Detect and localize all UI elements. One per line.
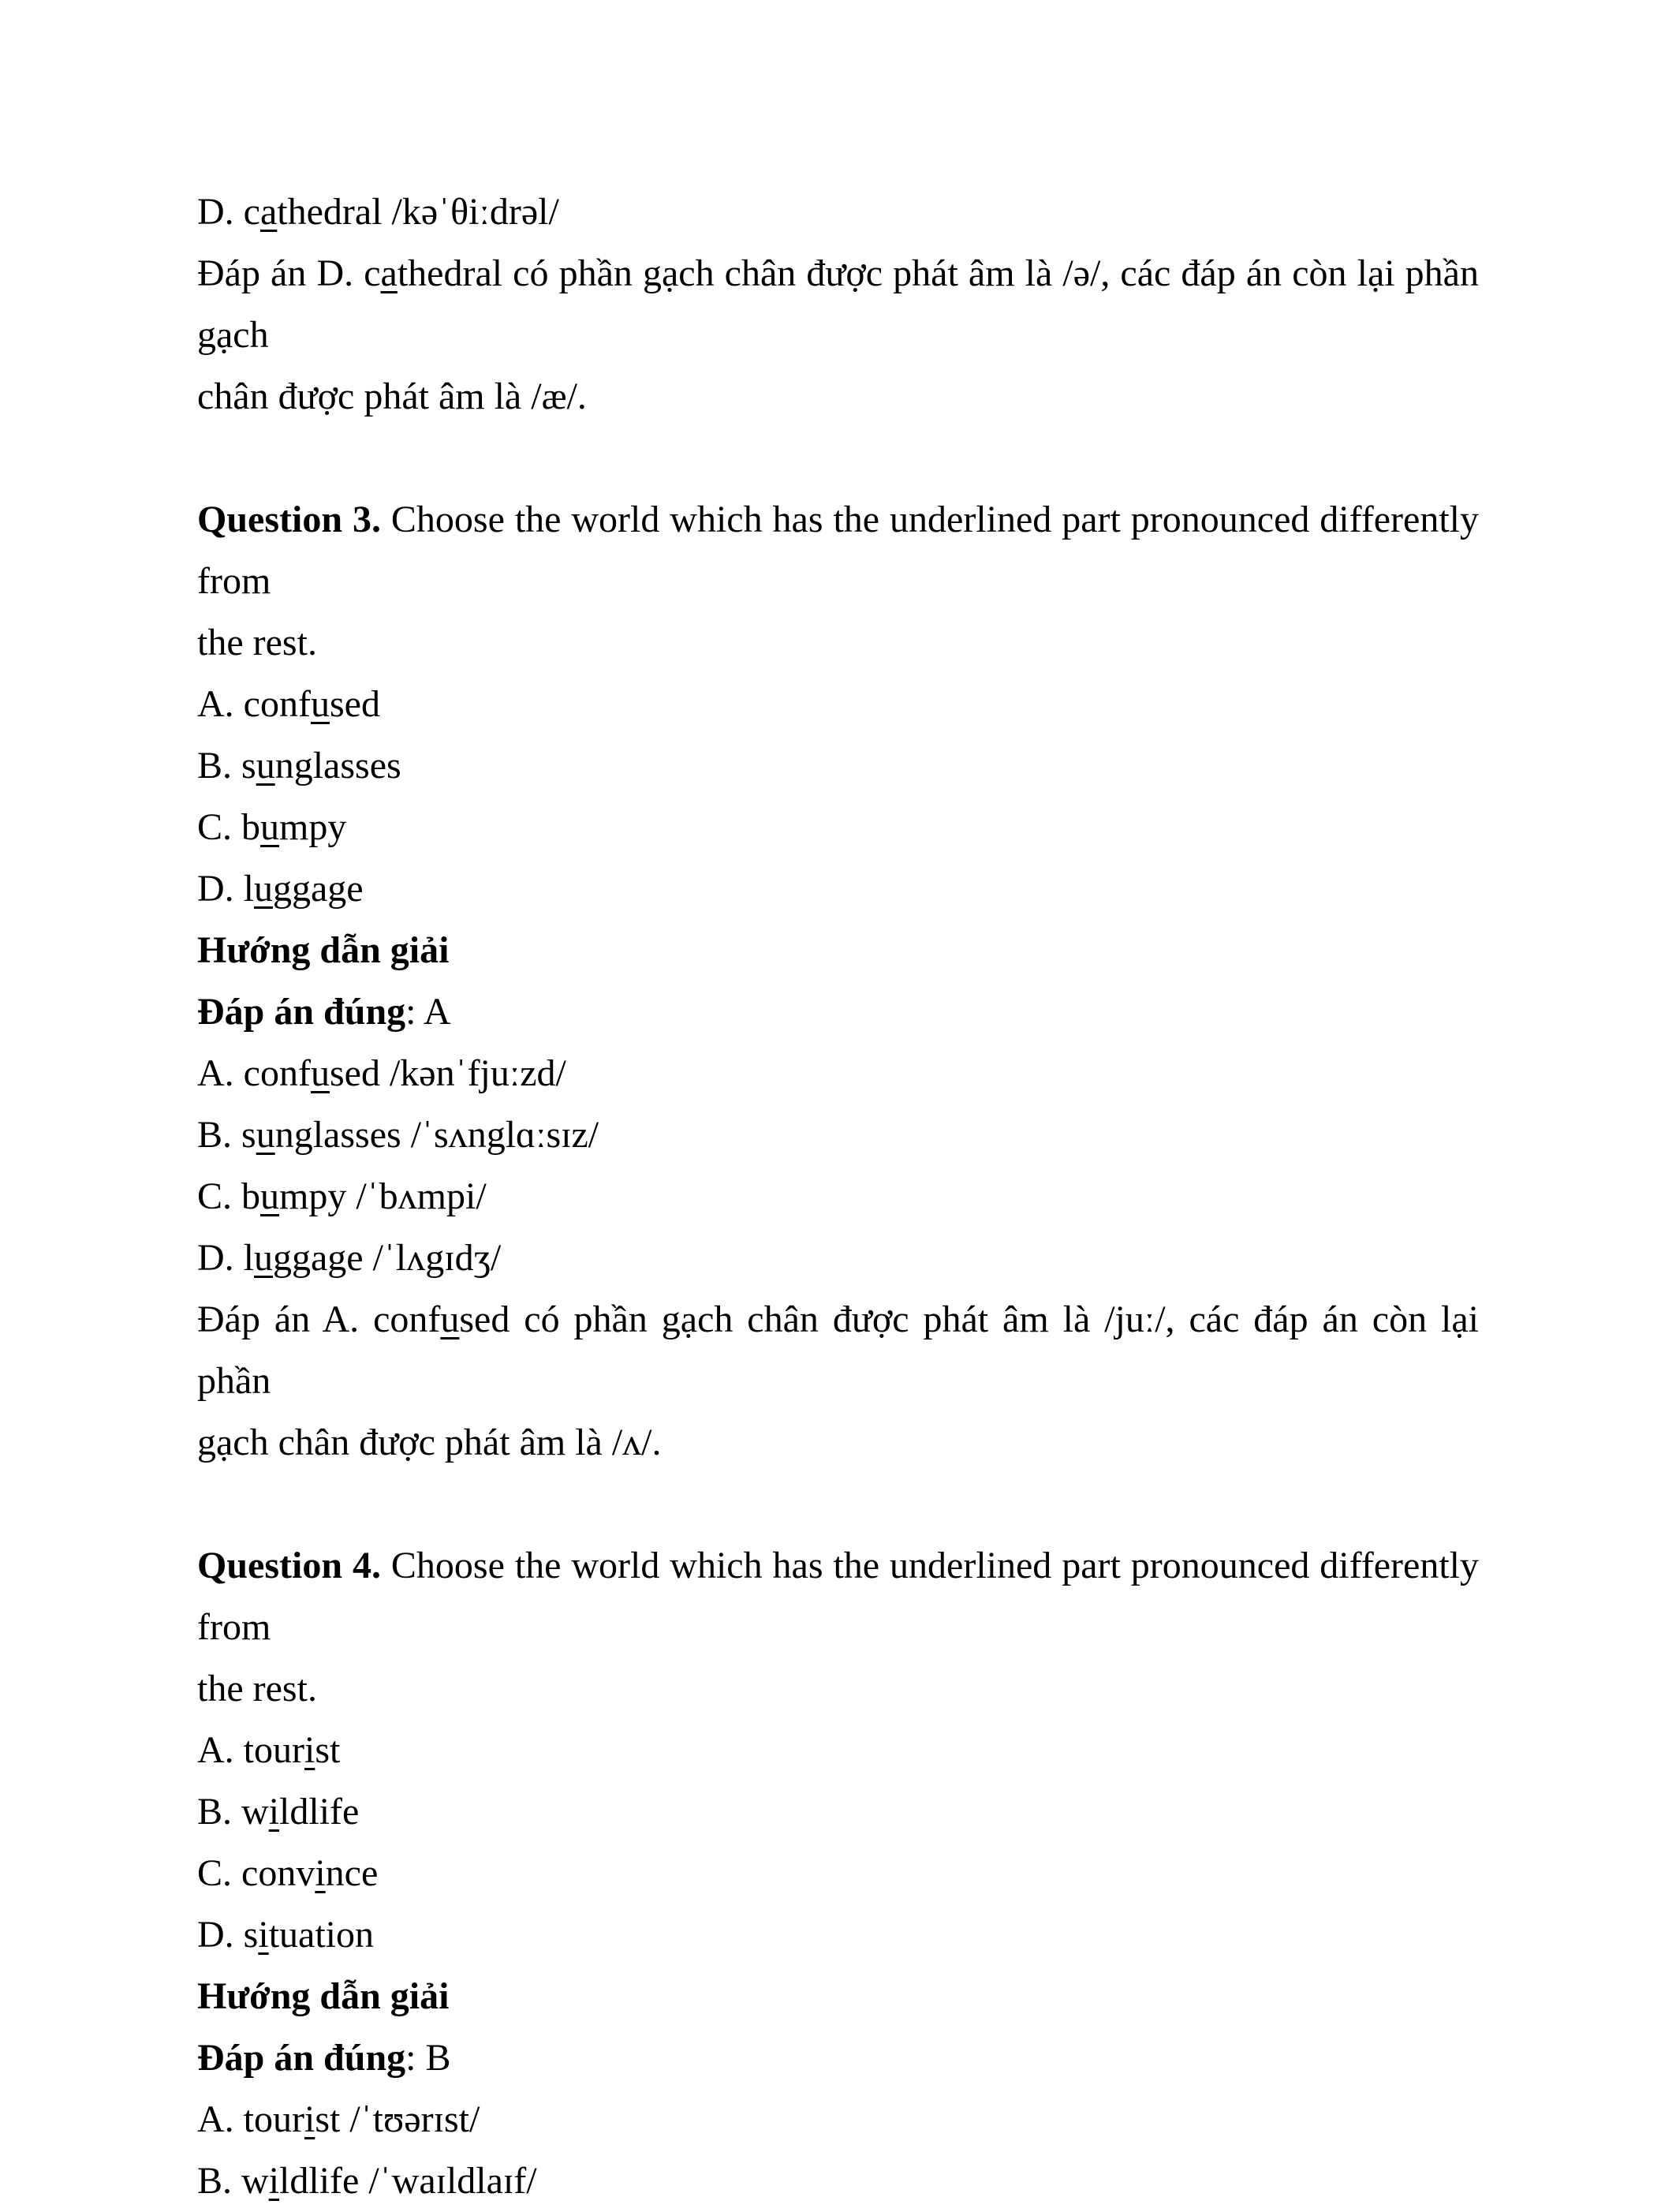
text-segment: ldlife xyxy=(279,1791,360,1833)
bold-text: Đáp án đúng xyxy=(197,991,406,1033)
text-segment: ggage xyxy=(273,868,364,910)
underlined-letter: a xyxy=(380,252,398,294)
text-segment: nglasses /ˈsʌnglɑːsɪz/ xyxy=(274,1114,599,1156)
underlined-letter: u xyxy=(260,806,280,848)
text-segment: the rest. xyxy=(197,622,317,663)
q4-correct-answer xyxy=(197,2027,1479,2089)
question-4-heading xyxy=(197,1535,1489,1658)
text-segment: A. tour xyxy=(197,2098,304,2140)
text-segment: A. conf xyxy=(197,1052,311,1094)
question-3-heading xyxy=(197,489,1489,612)
text-segment: st xyxy=(315,1729,341,1771)
q4-option-b xyxy=(197,1781,1479,1843)
underlined-letter: i xyxy=(315,1852,326,1894)
underlined-letter: i xyxy=(268,1791,280,1833)
q4-guide-heading xyxy=(197,1966,1479,2027)
text-segment: thedral /kəˈθiːdrəl/ xyxy=(277,191,559,233)
q3-explanation xyxy=(197,1289,1488,1412)
underlined-letter: u xyxy=(260,1175,280,1217)
bold-text: Question 3. xyxy=(197,499,381,540)
underlined-letter: i xyxy=(304,2098,315,2140)
text-segment: A. conf xyxy=(197,683,311,725)
text-segment: mpy xyxy=(279,806,347,848)
text-segment: chân được phát âm là /æ/. xyxy=(197,376,587,417)
text-segment: C. conv xyxy=(197,1852,315,1894)
text-segment: D. c xyxy=(197,191,260,233)
text-segment: ldlife /ˈwaɪldlaɪf/ xyxy=(279,2160,537,2202)
underlined-letter: a xyxy=(259,191,278,233)
text-segment: ggage /ˈlʌgɪdʒ/ xyxy=(273,1237,502,1279)
text-segment: B. w xyxy=(197,1791,269,1833)
q3-option-a xyxy=(197,674,1479,735)
blank-line xyxy=(197,1474,1479,1535)
underlined-letter: u xyxy=(310,1052,330,1094)
q3-option-b xyxy=(197,735,1479,797)
text-segment: nglasses xyxy=(274,745,401,787)
text-segment: : A xyxy=(405,991,451,1033)
text-segment: Choose the world which has the underlined part pronounced differently from xyxy=(197,499,1489,602)
text-segment: st /ˈtʊərɪst/ xyxy=(315,2098,480,2140)
text-segment: Đáp án A. conf xyxy=(197,1298,441,1340)
bold-text: Hướng dẫn giải xyxy=(197,1975,450,2017)
q3-phonetic-c xyxy=(197,1166,1479,1227)
text-segment: D. l xyxy=(197,1237,254,1279)
underlined-letter: u xyxy=(310,683,330,725)
underlined-letter: i xyxy=(304,1729,315,1771)
text-segment: Choose the world which has the underlined part pronounced differently from xyxy=(197,1545,1489,1648)
q3-phonetic-b xyxy=(197,1104,1479,1166)
underlined-letter: u xyxy=(256,1114,275,1156)
q4-option-a xyxy=(197,1720,1479,1781)
text-segment: nce xyxy=(325,1852,379,1894)
underlined-letter: u xyxy=(254,868,273,910)
q4-option-c xyxy=(197,1843,1479,1904)
underlined-letter: i xyxy=(258,1914,269,1956)
blank-line xyxy=(197,428,1479,489)
text-segment: the rest. xyxy=(197,1668,317,1709)
text-segment: gạch chân được phát âm là /ʌ/. xyxy=(197,1422,662,1463)
text-segment: mpy /ˈbʌmpi/ xyxy=(279,1175,487,1217)
text-segment: D. s xyxy=(197,1914,259,1956)
underlined-letter: u xyxy=(254,1237,273,1279)
underlined-letter: i xyxy=(268,2160,280,2202)
question-4-heading-wrap xyxy=(197,1658,1479,1720)
q4-phonetic-a xyxy=(197,2089,1479,2150)
text-segment: : B xyxy=(405,2037,451,2079)
bold-text: Hướng dẫn giải xyxy=(197,929,450,971)
text-segment: sed có phần gạch chân được phát âm là /juː/, các đáp án còn lại phần xyxy=(197,1298,1488,1402)
prev-question-explanation xyxy=(197,243,1488,366)
text-segment: Đáp án D. c xyxy=(197,252,381,294)
text-segment: sed /kənˈfjuːzd/ xyxy=(329,1052,566,1094)
q4-phonetic-b xyxy=(197,2150,1479,2212)
bold-text: Đáp án đúng xyxy=(197,2037,406,2079)
q3-phonetic-a xyxy=(197,1043,1479,1104)
text-segment: C. b xyxy=(197,806,261,848)
q4-option-d xyxy=(197,1904,1479,1966)
text-segment: tuation xyxy=(268,1914,374,1956)
underlined-letter: u xyxy=(440,1298,460,1340)
bold-text: Question 4. xyxy=(197,1545,381,1586)
text-segment: B. w xyxy=(197,2160,269,2202)
text-segment: B. s xyxy=(197,745,256,787)
q3-guide-heading xyxy=(197,920,1479,981)
q3-phonetic-d xyxy=(197,1227,1479,1289)
text-segment: B. s xyxy=(197,1114,256,1156)
prev-question-explanation-wrap xyxy=(197,366,1479,428)
q3-option-d xyxy=(197,858,1479,920)
text-segment: D. l xyxy=(197,868,254,910)
q3-correct-answer xyxy=(197,981,1479,1043)
underlined-letter: u xyxy=(256,745,275,787)
question-3-heading-wrap xyxy=(197,612,1479,674)
text-segment: A. tour xyxy=(197,1729,304,1771)
text-segment: C. b xyxy=(197,1175,261,1217)
q3-option-c xyxy=(197,797,1479,858)
text-segment: sed xyxy=(329,683,380,725)
prev-question-option-d xyxy=(197,181,1479,243)
text-segment: thedral có phần gạch chân được phát âm là /ə/, các đáp án còn lại phần gạch xyxy=(197,252,1488,356)
q3-explanation-wrap xyxy=(197,1412,1479,1474)
